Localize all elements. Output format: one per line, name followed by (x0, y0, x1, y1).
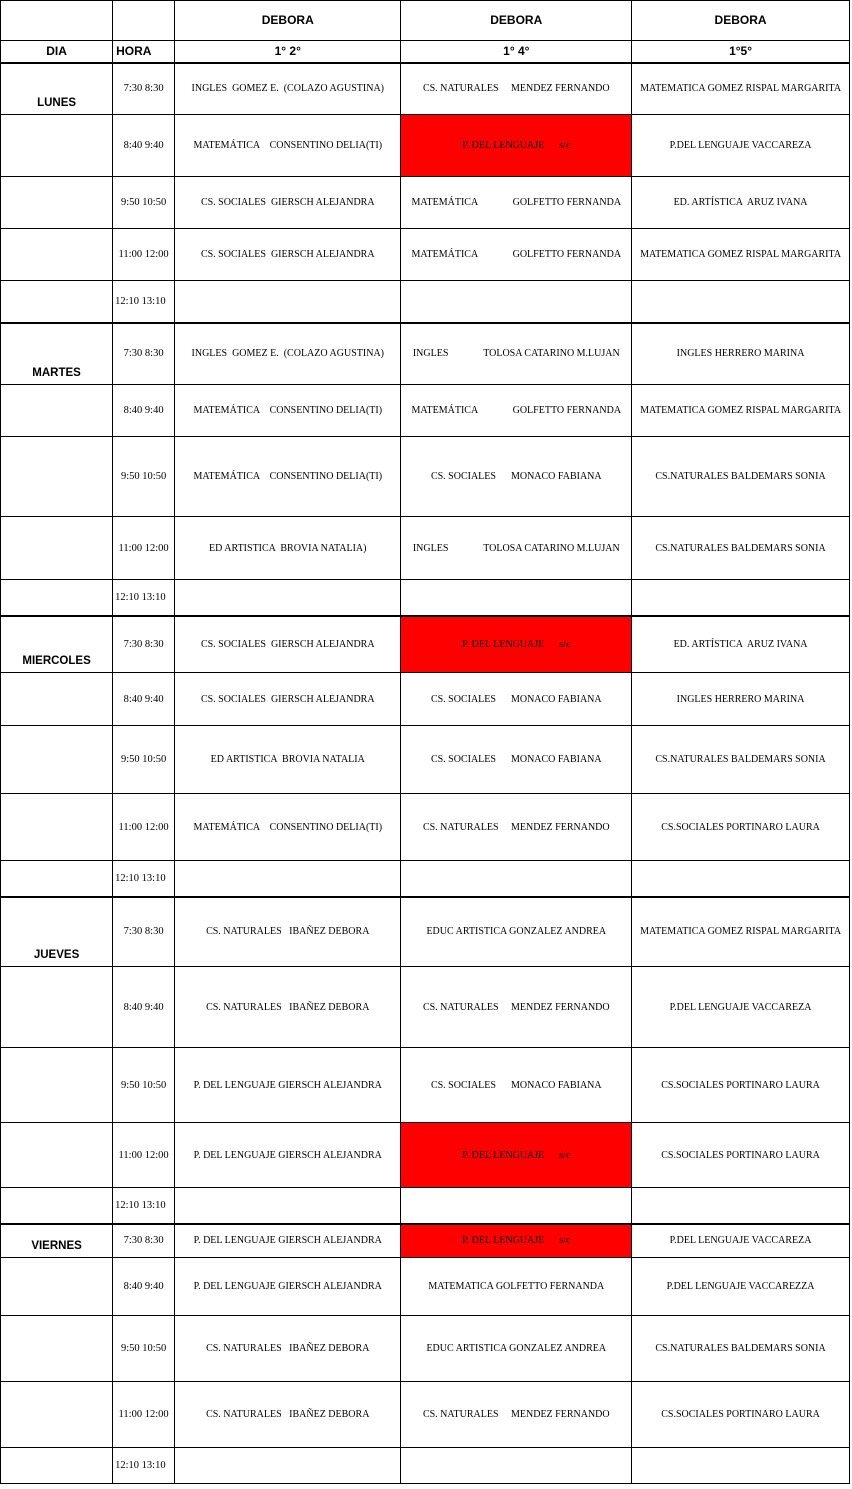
class-cell-2: CS. NATURALES MENDEZ FERNANDO (401, 1382, 632, 1448)
day-cell (1, 794, 113, 861)
class-cell-3: P.DEL LENGUAJE VACCAREZA (632, 1224, 850, 1258)
class-cell-3: P.DEL LENGUAJE VACCAREZA (632, 967, 850, 1048)
class-cell-2: CS. SOCIALES MONACO FABIANA (401, 437, 632, 517)
class-cell-1: CS. SOCIALES GIERSCH ALEJANDRA (175, 673, 401, 726)
day-cell (1, 1448, 113, 1484)
schedule-row (1, 1048, 850, 1123)
schedule-row (1, 580, 850, 616)
class-cell-2: CS. SOCIALES MONACO FABIANA (401, 726, 632, 794)
time-cell: 8:40 9:40 (113, 385, 175, 437)
schedule-row (1, 115, 850, 177)
class-cell-3: INGLES HERRERO MARINA (632, 673, 850, 726)
day-cell (1, 580, 113, 616)
time-cell: 7:30 8:30 (113, 323, 175, 385)
day-cell (1, 1048, 113, 1123)
schedule-row (1, 1224, 850, 1258)
class-cell-2: INGLES TOLOSA CATARINO M.LUJAN (401, 323, 632, 385)
class-cell-3 (632, 1448, 850, 1484)
day-cell (1, 861, 113, 897)
time-cell: 9:50 10:50 (113, 177, 175, 229)
time-cell: 11:00 12:00 (113, 229, 175, 281)
day-cell (1, 177, 113, 229)
class-cell-1: P. DEL LENGUAJE GIERSCH ALEJANDRA (175, 1048, 401, 1123)
time-cell: 11:00 12:00 (113, 517, 175, 580)
day-cell (1, 115, 113, 177)
teacher-header: DEBORA (175, 1, 401, 41)
time-cell: 11:00 12:00 (113, 794, 175, 861)
grade-header: 1° 4° (401, 41, 632, 63)
schedule-row (1, 1188, 850, 1224)
class-cell-1: INGLES GOMEZ E. (COLAZO AGUSTINA) (175, 63, 401, 115)
grade-header: 1° 2° (175, 41, 401, 63)
class-cell-1: P. DEL LENGUAJE GIERSCH ALEJANDRA (175, 1123, 401, 1188)
teacher-header: DEBORA (401, 1, 632, 41)
schedule-row (1, 63, 850, 115)
day-label: MARTES (1, 323, 113, 385)
class-cell-3 (632, 861, 850, 897)
time-cell: 12:10 13:10 (113, 580, 175, 616)
schedule-row (1, 1123, 850, 1188)
class-cell-2: MATEMATICA GOLFETTO FERNANDA (401, 1258, 632, 1316)
hora-header: HORA (113, 41, 175, 63)
schedule-row (1, 229, 850, 281)
class-cell-2 (401, 1448, 632, 1484)
day-cell (1, 517, 113, 580)
day-cell (1, 281, 113, 323)
class-cell-2: MATEMÁTICA GOLFETTO FERNANDA (401, 229, 632, 281)
class-cell-1: P. DEL LENGUAJE GIERSCH ALEJANDRA (175, 1258, 401, 1316)
schedule-row (1, 1258, 850, 1316)
day-cell (1, 1188, 113, 1224)
class-cell-1: MATEMÁTICA CONSENTINO DELIA(TI) (175, 115, 401, 177)
day-cell (1, 967, 113, 1048)
day-cell (1, 726, 113, 794)
time-cell: 9:50 10:50 (113, 726, 175, 794)
class-cell-1: CS. NATURALES IBAÑEZ DEBORA (175, 1316, 401, 1382)
schedule-row (1, 385, 850, 437)
class-cell-1 (175, 281, 401, 323)
class-cell-2: P. DEL LENGUAJE s/c (401, 1123, 632, 1188)
class-cell-2: CS. SOCIALES MONACO FABIANA (401, 673, 632, 726)
class-cell-3: ED. ARTÍSTICA ARUZ IVANA (632, 616, 850, 673)
time-cell: 12:10 13:10 (113, 1188, 175, 1224)
schedule-row (1, 177, 850, 229)
class-cell-1 (175, 1448, 401, 1484)
class-cell-1: P. DEL LENGUAJE GIERSCH ALEJANDRA (175, 1224, 401, 1258)
corner-cell (113, 1, 175, 41)
schedule-row (1, 897, 850, 967)
schedule-row (1, 1448, 850, 1484)
class-cell-2: CS. NATURALES MENDEZ FERNANDO (401, 63, 632, 115)
class-cell-3 (632, 281, 850, 323)
time-cell: 7:30 8:30 (113, 897, 175, 967)
schedule-row (1, 1382, 850, 1448)
day-cell (1, 1382, 113, 1448)
day-cell (1, 385, 113, 437)
class-cell-1 (175, 861, 401, 897)
class-cell-1: CS. SOCIALES GIERSCH ALEJANDRA (175, 229, 401, 281)
class-cell-2: EDUC ARTISTICA GONZALEZ ANDREA (401, 1316, 632, 1382)
class-cell-3: CS.SOCIALES PORTINARO LAURA (632, 1048, 850, 1123)
class-cell-1: MATEMÁTICA CONSENTINO DELIA(TI) (175, 385, 401, 437)
class-cell-2 (401, 861, 632, 897)
class-cell-3: CS.SOCIALES PORTINARO LAURA (632, 1382, 850, 1448)
class-cell-3: CS.SOCIALES PORTINARO LAURA (632, 794, 850, 861)
class-cell-1: MATEMÁTICA CONSENTINO DELIA(TI) (175, 437, 401, 517)
class-cell-3: MATEMATICA GOMEZ RISPAL MARGARITA (632, 897, 850, 967)
class-cell-3 (632, 580, 850, 616)
day-label: VIERNES (1, 1224, 113, 1258)
class-cell-1: MATEMÁTICA CONSENTINO DELIA(TI) (175, 794, 401, 861)
time-cell: 12:10 13:10 (113, 1448, 175, 1484)
time-cell: 8:40 9:40 (113, 1258, 175, 1316)
time-cell: 8:40 9:40 (113, 967, 175, 1048)
class-cell-1: CS. SOCIALES GIERSCH ALEJANDRA (175, 616, 401, 673)
corner-cell (1, 1, 113, 41)
schedule-row (1, 517, 850, 580)
day-cell (1, 437, 113, 517)
class-cell-1: ED ARTISTICA BROVIA NATALIA) (175, 517, 401, 580)
time-cell: 8:40 9:40 (113, 115, 175, 177)
class-cell-2: MATEMÁTICA GOLFETTO FERNANDA (401, 177, 632, 229)
dia-header: DIA (1, 41, 113, 63)
time-cell: 11:00 12:00 (113, 1123, 175, 1188)
time-cell: 9:50 10:50 (113, 437, 175, 517)
class-cell-2 (401, 281, 632, 323)
class-cell-3: P.DEL LENGUAJE VACCAREZA (632, 115, 850, 177)
day-cell (1, 673, 113, 726)
class-cell-3: CS.NATURALES BALDEMARS SONIA (632, 726, 850, 794)
class-cell-3: CS.NATURALES BALDEMARS SONIA (632, 517, 850, 580)
class-cell-3: ED. ARTÍSTICA ARUZ IVANA (632, 177, 850, 229)
time-cell: 7:30 8:30 (113, 1224, 175, 1258)
time-cell: 9:50 10:50 (113, 1316, 175, 1382)
schedule-row (1, 673, 850, 726)
class-cell-1 (175, 580, 401, 616)
class-cell-3: CS.NATURALES BALDEMARS SONIA (632, 1316, 850, 1382)
day-label: MIERCOLES (1, 616, 113, 673)
grade-header: 1°5° (632, 41, 850, 63)
class-cell-3: CS.SOCIALES PORTINARO LAURA (632, 1123, 850, 1188)
class-cell-3 (632, 1188, 850, 1224)
class-cell-3: MATEMATICA GOMEZ RISPAL MARGARITA (632, 229, 850, 281)
day-label: LUNES (1, 63, 113, 115)
day-cell (1, 229, 113, 281)
class-cell-2: CS. SOCIALES MONACO FABIANA (401, 1048, 632, 1123)
class-cell-1: CS. NATURALES IBAÑEZ DEBORA (175, 1382, 401, 1448)
class-cell-3: P.DEL LENGUAJE VACCAREZZA (632, 1258, 850, 1316)
time-cell: 12:10 13:10 (113, 281, 175, 323)
time-cell: 9:50 10:50 (113, 1048, 175, 1123)
class-cell-2 (401, 1188, 632, 1224)
time-cell: 12:10 13:10 (113, 861, 175, 897)
schedule-row (1, 726, 850, 794)
class-cell-3: MATEMATICA GOMEZ RISPAL MARGARITA (632, 63, 850, 115)
day-label: JUEVES (1, 897, 113, 967)
time-cell: 7:30 8:30 (113, 616, 175, 673)
schedule-row (1, 861, 850, 897)
day-cell (1, 1316, 113, 1382)
class-cell-1: CS. NATURALES IBAÑEZ DEBORA (175, 897, 401, 967)
class-cell-2: P. DEL LENGUAJE s/c (401, 1224, 632, 1258)
schedule-row (1, 281, 850, 323)
class-cell-2: P. DEL LENGUAJE s/c (401, 616, 632, 673)
schedule-row (1, 967, 850, 1048)
day-cell (1, 1258, 113, 1316)
class-cell-2: MATEMÁTICA GOLFETTO FERNANDA (401, 385, 632, 437)
time-cell: 8:40 9:40 (113, 673, 175, 726)
schedule-row (1, 437, 850, 517)
class-cell-3: INGLES HERRERO MARINA (632, 323, 850, 385)
class-cell-1: INGLES GOMEZ E. (COLAZO AGUSTINA) (175, 323, 401, 385)
class-cell-2: CS. NATURALES MENDEZ FERNANDO (401, 967, 632, 1048)
class-cell-2: EDUC ARTISTICA GONZALEZ ANDREA (401, 897, 632, 967)
class-cell-1: ED ARTISTICA BROVIA NATALIA (175, 726, 401, 794)
schedule-row (1, 794, 850, 861)
schedule-row (1, 616, 850, 673)
class-cell-2: P. DEL LENGUAJE s/c (401, 115, 632, 177)
class-cell-3: MATEMATICA GOMEZ RISPAL MARGARITA (632, 385, 850, 437)
schedule-row (1, 323, 850, 385)
time-cell: 11:00 12:00 (113, 1382, 175, 1448)
class-cell-2 (401, 580, 632, 616)
teacher-header: DEBORA (632, 1, 850, 41)
class-cell-1 (175, 1188, 401, 1224)
class-cell-1: CS. NATURALES IBAÑEZ DEBORA (175, 967, 401, 1048)
day-cell (1, 1123, 113, 1188)
class-cell-1: CS. SOCIALES GIERSCH ALEJANDRA (175, 177, 401, 229)
class-cell-3: CS.NATURALES BALDEMARS SONIA (632, 437, 850, 517)
schedule-row (1, 1316, 850, 1382)
time-cell: 7:30 8:30 (113, 63, 175, 115)
class-cell-2: INGLES TOLOSA CATARINO M.LUJAN (401, 517, 632, 580)
class-cell-2: CS. NATURALES MENDEZ FERNANDO (401, 794, 632, 861)
